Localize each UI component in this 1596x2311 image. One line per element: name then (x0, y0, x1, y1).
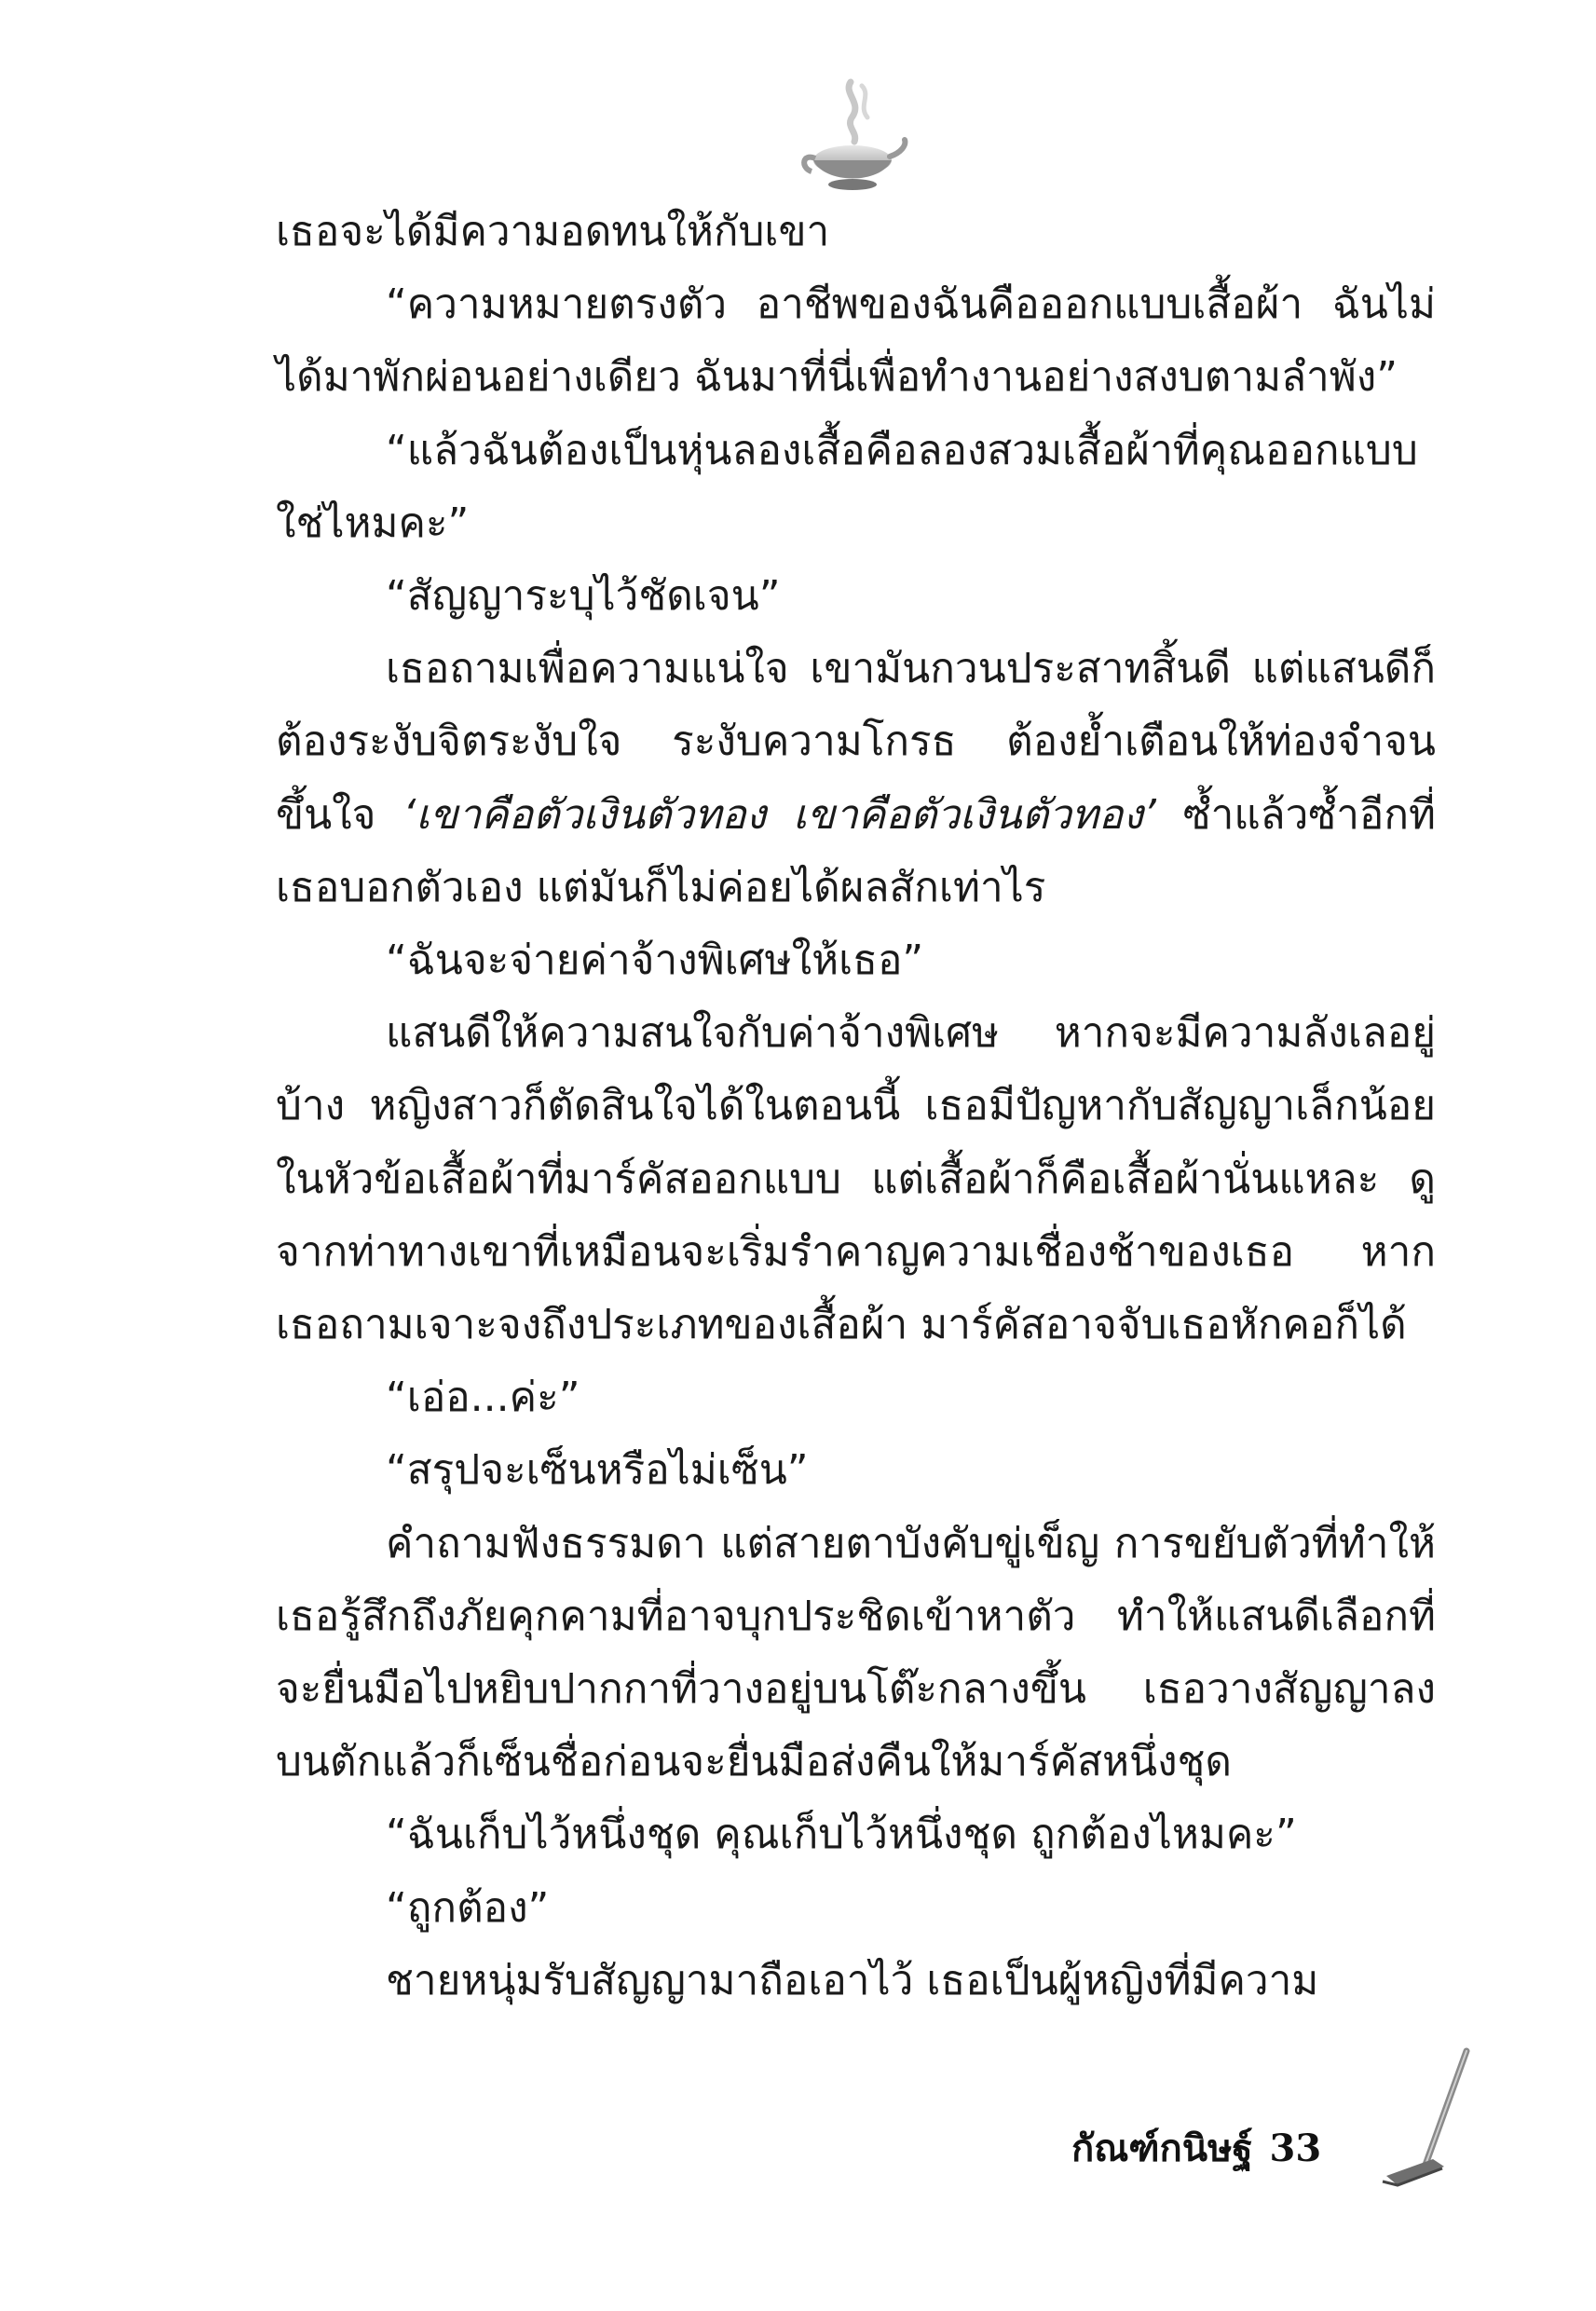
page-number: 33 (1269, 2126, 1322, 2170)
paragraph-text: เธอถามเพื่อความแน่ใจ เขามันกวนประสาทสิ้นดี แต่แสนดีก็ต้องระงับจิตระงับใจ ระงับความโกรธ ต้องย้ำเตือนให้ท่องจำจนขึ้นใจ (276, 645, 1436, 839)
paragraph (276, 633, 1436, 924)
story-text (276, 196, 1436, 2017)
paragraph: ชายหนุ่มรับสัญญามาถือเอาไว้ เธอเป็นผู้หญิงที่มีความ (386, 1956, 1319, 2004)
paragraph: “สรุปจะเซ็นหรือไม่เซ็น” (386, 1446, 809, 1495)
paragraph: “ฉันเก็บไว้หนึ่งชุด คุณเก็บไว้หนึ่งชุด ถูกต้องไหมคะ” (386, 1811, 1297, 1859)
paragraph: “ฉันจะจ่ายค่าจ้างพิเศษให้เธอ” (386, 937, 924, 985)
paragraph-text: ซ้ำแล้วซ้ำอีกที่เธอบอกตัวเอง แต่มันก็ไม่ค่อยได้ผลสักเท่าไร (276, 790, 1436, 911)
mop-icon (1377, 2045, 1480, 2190)
paragraph: เธอจะได้มีความอดทนให้กับเขา (276, 208, 830, 255)
paragraph: คำถามฟังธรรมดา แต่สายตาบังคับขู่เข็ญ การขยับตัวที่ทำให้เธอรู้สึกถึงภัยคุกคามที่อาจบุกประชิดเข้าหาตัว ทำให้แสนดีเลือกที่จะยื่นมือไปหยิบปากกาที่วางอยู่บนโต๊ะกลางขึ้น เธอวางสัญญาลงบนตักแล้วก็เซ็นชื่อก่อนจะยื่นมือส่งคืนให้มาร์คัสหนึ่งชุด (276, 1519, 1436, 1786)
magic-lamp-icon (797, 75, 908, 196)
book-title: กัณฑ์กนิษฐ์ (1071, 2126, 1253, 2170)
paragraph: “ความหมายตรงตัว อาชีพของฉันคือออกแบบเสื้อผ้า ฉันไม่ได้มาพักผ่อนอย่างเดียว ฉันมาที่นี่เพื่อทำงานอย่างสงบตามลำพัง” (276, 280, 1436, 402)
page-footer (1071, 2115, 1321, 2181)
paragraph: แสนดีให้ความสนใจกับค่าจ้างพิเศษ หากจะมีความลังเลอยู่บ้าง หญิงสาวก็ตัดสินใจได้ในตอนนี้ เธอมีปัญหากับสัญญาเล็กน้อย ในหัวข้อเสื้อผ้าที่มาร์คัสออกแบบ แต่เสื้อผ้าก็คือเสื้อผ้านั่นแหละ ดูจากท่าทางเขาที่เหมือนจะเริ่มรำคาญความเชื่องช้าของเธอ หากเธอถามเจาะจงถึงประเภทของเสื้อผ้า มาร์คัสอาจจับเธอหักคอก็ได้ (276, 1009, 1436, 1349)
paragraph: “สัญญาระบุไว้ชัดเจน” (386, 572, 781, 621)
paragraph: “เอ่อ...ค่ะ” (386, 1374, 580, 1422)
paragraph: “ถูกต้อง” (386, 1883, 550, 1932)
paragraph-emphasis: ‘เขาคือตัวเงินตัวทอง เขาคือตัวเงินตัวทอง’ (402, 790, 1156, 839)
paragraph: “แล้วฉันต้องเป็นหุ่นลองเสื้อคือลองสวมเสื้อผ้าที่คุณออกแบบใช่ไหมคะ” (276, 426, 1418, 547)
